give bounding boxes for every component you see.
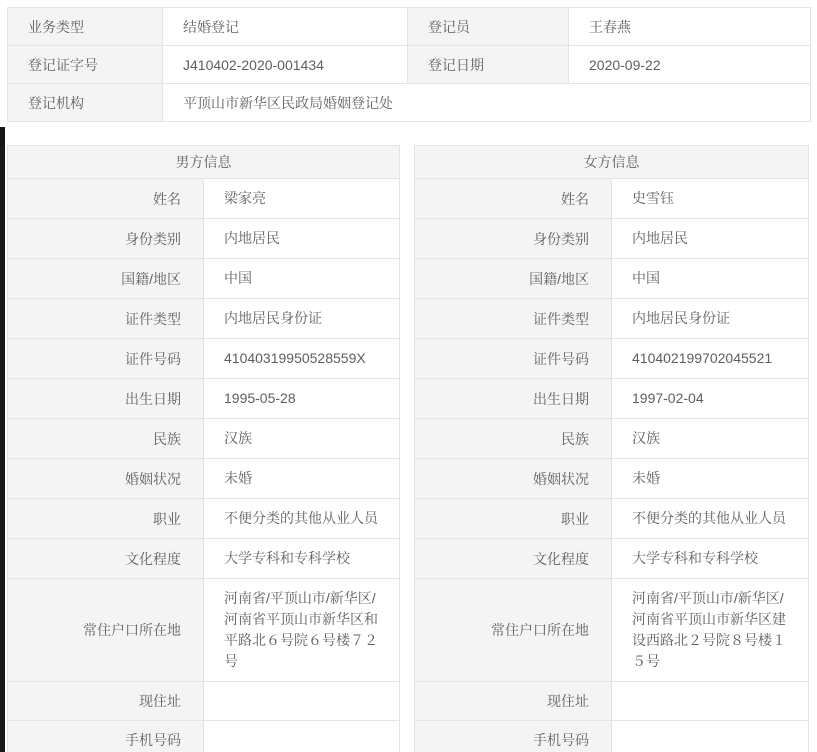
business-type-value: 结婚登记 xyxy=(163,8,408,46)
female-row-id-number xyxy=(415,339,809,379)
occupation-value: 不便分类的其他从业人员 xyxy=(204,499,400,539)
name-label: 姓名 xyxy=(8,179,204,219)
birth-date-value: 1997-02-04 xyxy=(612,379,809,419)
education-value: 大学专科和专科学校 xyxy=(204,539,400,579)
birth-date-label: 出生日期 xyxy=(8,379,204,419)
registrar-label: 登记员 xyxy=(408,8,569,46)
male-row-household-address xyxy=(8,579,400,682)
business-type-label: 业务类型 xyxy=(8,8,163,46)
identity-type-value: 内地居民 xyxy=(204,219,400,259)
female-row-birth-date xyxy=(415,379,809,419)
id-number-value: 410402199702045521 xyxy=(612,339,809,379)
name-label: 姓名 xyxy=(415,179,612,219)
marital-status-label: 婚姻状况 xyxy=(8,459,204,499)
mobile-number-value xyxy=(612,721,809,752)
registration-row-1 xyxy=(8,8,811,46)
authority-label: 登记机构 xyxy=(8,84,163,122)
male-row-id-number xyxy=(8,339,400,379)
female-row-ethnicity xyxy=(415,419,809,459)
cert-number-value: J410402-2020-001434 xyxy=(163,46,408,84)
female-row-current-address xyxy=(415,682,809,721)
female-row-marital-status xyxy=(415,459,809,499)
left-edge-strip xyxy=(0,127,5,752)
nationality-value: 中国 xyxy=(612,259,809,299)
current-address-value xyxy=(204,682,400,721)
name-value: 梁家亮 xyxy=(204,179,400,219)
registration-row-3 xyxy=(8,84,811,122)
registration-summary-table xyxy=(7,7,811,122)
occupation-label: 职业 xyxy=(415,499,612,539)
female-row-identity-type xyxy=(415,219,809,259)
male-row-name xyxy=(8,179,400,219)
table-header-row xyxy=(415,146,809,179)
registrar-value: 王春燕 xyxy=(569,8,811,46)
id-type-value: 内地居民身份证 xyxy=(612,299,809,339)
male-info-table xyxy=(7,145,400,752)
household-address-label: 常住户口所在地 xyxy=(415,579,612,682)
household-address-value: 河南省/平顶山市/新华区/河南省平顶山市新华区建设西路北２号院８号楼１５号 xyxy=(612,579,809,682)
current-address-label: 现住址 xyxy=(8,682,204,721)
mobile-number-value xyxy=(204,721,400,752)
table-header-row xyxy=(8,146,400,179)
male-row-birth-date xyxy=(8,379,400,419)
id-type-label: 证件类型 xyxy=(8,299,204,339)
household-address-value: 河南省/平顶山市/新华区/河南省平顶山市新华区和平路北６号院６号楼７２号 xyxy=(204,579,400,682)
male-row-ethnicity xyxy=(8,419,400,459)
ethnicity-label: 民族 xyxy=(8,419,204,459)
registration-date-value: 2020-09-22 xyxy=(569,46,811,84)
birth-date-label: 出生日期 xyxy=(415,379,612,419)
ethnicity-value: 汉族 xyxy=(204,419,400,459)
current-address-value xyxy=(612,682,809,721)
ethnicity-value: 汉族 xyxy=(612,419,809,459)
mobile-number-label: 手机号码 xyxy=(8,721,204,752)
female-info-title: 女方信息 xyxy=(415,146,809,179)
female-row-occupation xyxy=(415,499,809,539)
cert-number-label: 登记证字号 xyxy=(8,46,163,84)
nationality-value: 中国 xyxy=(204,259,400,299)
male-row-nationality xyxy=(8,259,400,299)
birth-date-value: 1995-05-28 xyxy=(204,379,400,419)
id-type-value: 内地居民身份证 xyxy=(204,299,400,339)
identity-type-value: 内地居民 xyxy=(612,219,809,259)
nationality-label: 国籍/地区 xyxy=(415,259,612,299)
male-row-marital-status xyxy=(8,459,400,499)
ethnicity-label: 民族 xyxy=(415,419,612,459)
mobile-number-label: 手机号码 xyxy=(415,721,612,752)
nationality-label: 国籍/地区 xyxy=(8,259,204,299)
current-address-label: 现住址 xyxy=(415,682,612,721)
male-row-identity-type xyxy=(8,219,400,259)
marital-status-value: 未婚 xyxy=(204,459,400,499)
registration-row-2 xyxy=(8,46,811,84)
education-label: 文化程度 xyxy=(415,539,612,579)
female-row-name xyxy=(415,179,809,219)
male-row-id-type xyxy=(8,299,400,339)
person-tables-container xyxy=(7,145,810,752)
female-row-mobile-number xyxy=(415,721,809,752)
id-number-label: 证件号码 xyxy=(8,339,204,379)
id-type-label: 证件类型 xyxy=(415,299,612,339)
female-row-education xyxy=(415,539,809,579)
occupation-label: 职业 xyxy=(8,499,204,539)
authority-value: 平顶山市新华区民政局婚姻登记处 xyxy=(163,84,811,122)
male-row-current-address xyxy=(8,682,400,721)
female-row-nationality xyxy=(415,259,809,299)
education-label: 文化程度 xyxy=(8,539,204,579)
female-info-table xyxy=(414,145,809,752)
identity-type-label: 身份类别 xyxy=(8,219,204,259)
marital-status-label: 婚姻状况 xyxy=(415,459,612,499)
id-number-value: 41040319950528559X xyxy=(204,339,400,379)
occupation-value: 不便分类的其他从业人员 xyxy=(612,499,809,539)
male-row-education xyxy=(8,539,400,579)
male-row-mobile-number xyxy=(8,721,400,752)
female-row-household-address xyxy=(415,579,809,682)
household-address-label: 常住户口所在地 xyxy=(8,579,204,682)
name-value: 史雪钰 xyxy=(612,179,809,219)
identity-type-label: 身份类别 xyxy=(415,219,612,259)
marital-status-value: 未婚 xyxy=(612,459,809,499)
registration-date-label: 登记日期 xyxy=(408,46,569,84)
education-value: 大学专科和专科学校 xyxy=(612,539,809,579)
female-row-id-type xyxy=(415,299,809,339)
male-row-occupation xyxy=(8,499,400,539)
male-info-title: 男方信息 xyxy=(8,146,400,179)
id-number-label: 证件号码 xyxy=(415,339,612,379)
